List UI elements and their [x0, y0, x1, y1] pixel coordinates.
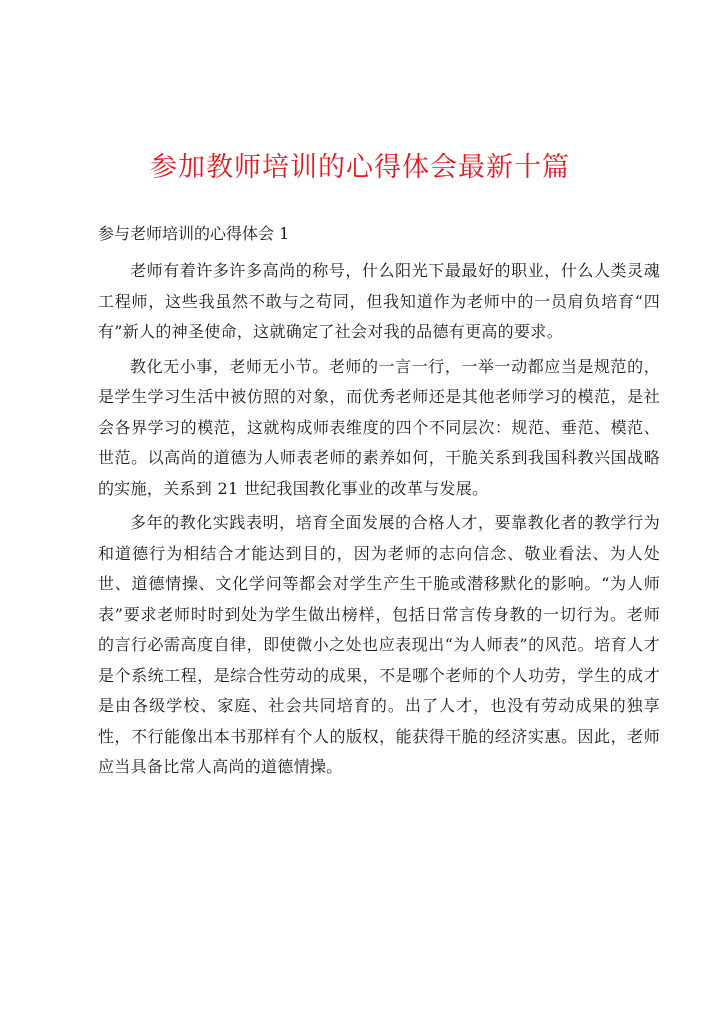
paragraph: 老师有着许多许多高尚的称号，什么阳光下最最好的职业，什么人类灵魂工程师，这些我虽然不敢与之苟同，但我知道作为老师中的一员肩负培育“四有”新人的神圣使命，这就确定了社会对我的品德有更高的要求。: [98, 261, 660, 341]
paragraph: 多年的教化实践表明，培育全面发展的合格人才，要靠教化者的教学行为和道德行为相结合才能达到目的，因为老师的志向信念、敬业看法、为人处世、道德情操、文化学问等都会对学生产生干脆或潜移默化的影响。“为人师表”要求老师时时到处为学生做出榜样，包括日常言传身教的一切行为。老师的言行必需高度自律，即使微小之处也应表现出“为人师表”的风范。培育人才是个系统工程，是综合性劳动的成果，不是哪个老师的个人功劳，学生的成才是由各级学校、家庭、社会共同培育的。出了人才，也没有劳动成果的独享性，不行能像出本书那样有个人的版权，能获得干脆的经济实惠。因此，老师应当具备比常人高尚的道德情操。: [98, 513, 660, 776]
paragraph: 教化无小事，老师无小节。老师的一言一行，一举一动都应当是规范的，是学生学习生活中被仿照的对象，而优秀老师还是其他老师学习的模范，是社会各界学习的模范，这就构成师表维度的四个不同层次：规范、垂范、模范、世范。以高尚的道德为人师表老师的素养如何，干脆关系到我国科教兴国战略的实施，关系到 21 世纪我国教化事业的改革与发展。: [98, 356, 660, 498]
section-heading: 参与老师培训的心得体会 1: [98, 224, 290, 243]
body-text: [98, 256, 660, 783]
document-title: 参加教师培训的心得体会最新十篇: [150, 152, 570, 183]
